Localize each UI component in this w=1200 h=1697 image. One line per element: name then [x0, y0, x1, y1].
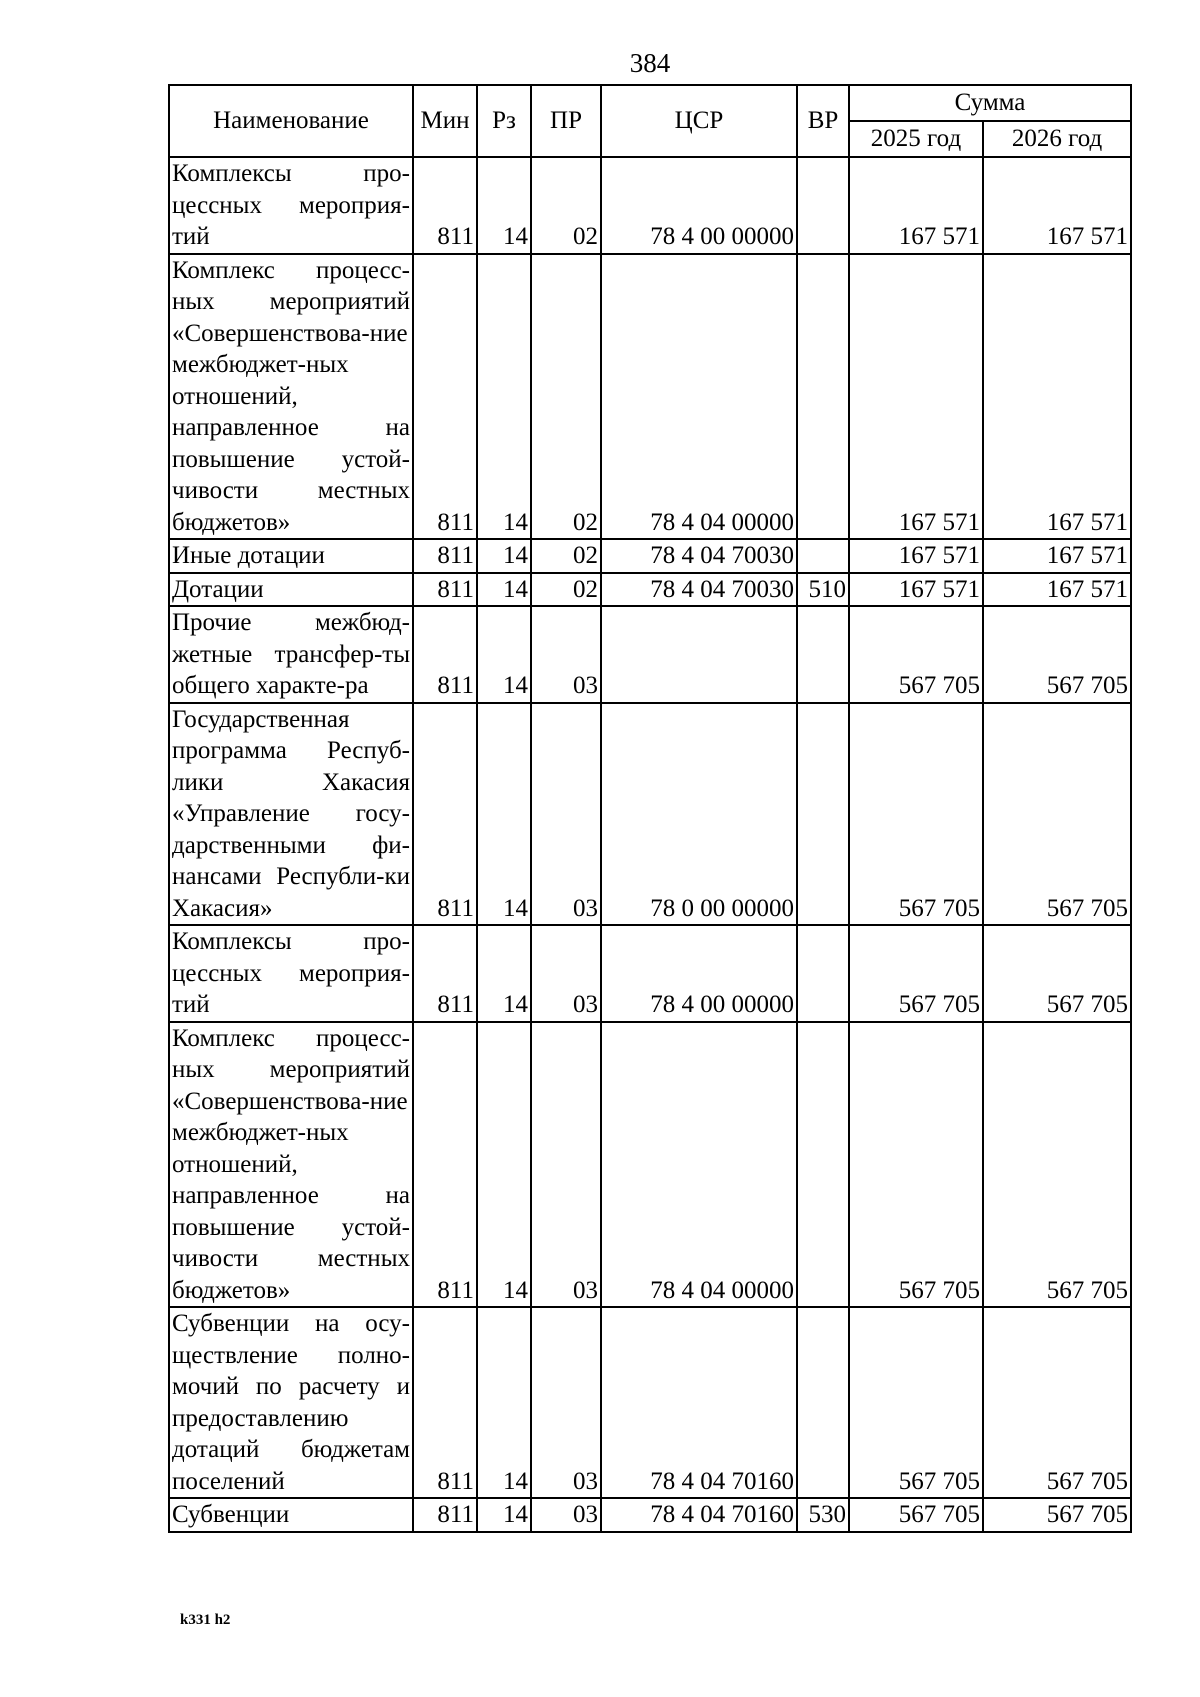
header-name: Наименование — [169, 85, 413, 157]
row-vr — [797, 1022, 849, 1308]
row-sum-2026: 567 705 — [983, 703, 1131, 926]
table-header — [169, 85, 1131, 157]
row-vr: 510 — [797, 573, 849, 607]
row-rz: 14 — [477, 539, 531, 573]
page-number: 384 — [629, 48, 671, 78]
row-sum-2025: 567 705 — [849, 1498, 983, 1532]
row-sum-2025: 567 705 — [849, 606, 983, 703]
row-min: 811 — [413, 1307, 477, 1498]
row-rz: 14 — [477, 157, 531, 254]
row-name: Дотации — [169, 573, 413, 607]
row-pr: 02 — [531, 157, 601, 254]
row-name: Комплекс процесс-ных мероприятий «Совершенствова-ние межбюджет-ных отношений, направленное на повышение устой-чивости местных бюджетов» — [169, 254, 413, 540]
row-name: Субвенции — [169, 1498, 413, 1532]
row-sum-2025: 167 571 — [849, 254, 983, 540]
row-rz: 14 — [477, 703, 531, 926]
row-csr: 78 4 04 70160 — [601, 1307, 797, 1498]
row-min: 811 — [413, 254, 477, 540]
row-min: 811 — [413, 703, 477, 926]
row-pr: 02 — [531, 539, 601, 573]
row-rz: 14 — [477, 573, 531, 607]
row-min: 811 — [413, 157, 477, 254]
row-sum-2026: 567 705 — [983, 1022, 1131, 1308]
row-vr — [797, 539, 849, 573]
table-row — [169, 1022, 1131, 1308]
row-sum-2025: 567 705 — [849, 1022, 983, 1308]
row-sum-2025: 167 571 — [849, 157, 983, 254]
row-min: 811 — [413, 1022, 477, 1308]
row-pr: 03 — [531, 925, 601, 1022]
row-rz: 14 — [477, 254, 531, 540]
row-vr — [797, 157, 849, 254]
table-row — [169, 1498, 1131, 1532]
row-name: Комплекс процесс-ных мероприятий «Совершенствова-ние межбюджет-ных отношений, направленное на повышение устой-чивости местных бюджетов» — [169, 1022, 413, 1308]
row-pr: 03 — [531, 606, 601, 703]
row-name: Комплексы про-цессных мероприя-тий — [169, 925, 413, 1022]
row-sum-2026: 567 705 — [983, 1307, 1131, 1498]
row-sum-2026: 167 571 — [983, 157, 1131, 254]
row-csr: 78 4 04 70030 — [601, 573, 797, 607]
row-vr — [797, 606, 849, 703]
row-sum-2026: 567 705 — [983, 925, 1131, 1022]
row-min: 811 — [413, 573, 477, 607]
row-name: Субвенции на осу-ществление полно-мочий по расчету и предоставлению дотаций бюджетам поселений — [169, 1307, 413, 1498]
header-csr: ЦСР — [601, 85, 797, 157]
row-csr: 78 0 00 00000 — [601, 703, 797, 926]
row-pr: 03 — [531, 1022, 601, 1308]
table-row — [169, 606, 1131, 703]
header-min: Мин — [413, 85, 477, 157]
header-vr: ВР — [797, 85, 849, 157]
row-pr: 03 — [531, 703, 601, 926]
row-min: 811 — [413, 1498, 477, 1532]
budget-table — [168, 84, 1132, 1533]
row-csr: 78 4 04 70030 — [601, 539, 797, 573]
header-year-2026: 2026 год — [983, 121, 1131, 157]
row-pr: 03 — [531, 1498, 601, 1532]
table-row — [169, 703, 1131, 926]
row-rz: 14 — [477, 1498, 531, 1532]
row-sum-2025: 567 705 — [849, 1307, 983, 1498]
table-row — [169, 539, 1131, 573]
row-pr: 02 — [531, 573, 601, 607]
row-csr — [601, 606, 797, 703]
row-sum-2025: 167 571 — [849, 573, 983, 607]
row-vr — [797, 1307, 849, 1498]
row-min: 811 — [413, 925, 477, 1022]
table-row — [169, 254, 1131, 540]
row-csr: 78 4 04 00000 — [601, 1022, 797, 1308]
table-row — [169, 573, 1131, 607]
row-vr — [797, 703, 849, 926]
row-vr — [797, 254, 849, 540]
row-rz: 14 — [477, 1307, 531, 1498]
row-rz: 14 — [477, 606, 531, 703]
row-sum-2025: 567 705 — [849, 925, 983, 1022]
row-name: Государственная программа Респуб-лики Хакасия «Управление госу-дарственными фи-нансами Республи-ки Хакасия» — [169, 703, 413, 926]
row-vr — [797, 925, 849, 1022]
header-sum: Сумма — [849, 85, 1131, 121]
row-csr: 78 4 00 00000 — [601, 157, 797, 254]
row-sum-2025: 567 705 — [849, 703, 983, 926]
row-name: Комплексы про-цессных мероприя-тий — [169, 157, 413, 254]
row-csr: 78 4 04 00000 — [601, 254, 797, 540]
header-pr: ПР — [531, 85, 601, 157]
header-year-2025: 2025 год — [849, 121, 983, 157]
row-sum-2025: 167 571 — [849, 539, 983, 573]
table-row — [169, 1307, 1131, 1498]
row-rz: 14 — [477, 925, 531, 1022]
row-name: Прочие межбюд-жетные трансфер-ты общего характе-ра — [169, 606, 413, 703]
row-sum-2026: 567 705 — [983, 606, 1131, 703]
row-sum-2026: 167 571 — [983, 573, 1131, 607]
table-row — [169, 157, 1131, 254]
row-min: 811 — [413, 606, 477, 703]
row-min: 811 — [413, 539, 477, 573]
row-name: Иные дотации — [169, 539, 413, 573]
row-vr: 530 — [797, 1498, 849, 1532]
row-csr: 78 4 00 00000 — [601, 925, 797, 1022]
header-rz: Рз — [477, 85, 531, 157]
row-sum-2026: 167 571 — [983, 254, 1131, 540]
footer-code: k331 h2 — [180, 1612, 231, 1628]
row-sum-2026: 167 571 — [983, 539, 1131, 573]
row-rz: 14 — [477, 1022, 531, 1308]
row-pr: 03 — [531, 1307, 601, 1498]
row-pr: 02 — [531, 254, 601, 540]
table-body — [169, 157, 1131, 1532]
table-row — [169, 925, 1131, 1022]
row-csr: 78 4 04 70160 — [601, 1498, 797, 1532]
row-sum-2026: 567 705 — [983, 1498, 1131, 1532]
